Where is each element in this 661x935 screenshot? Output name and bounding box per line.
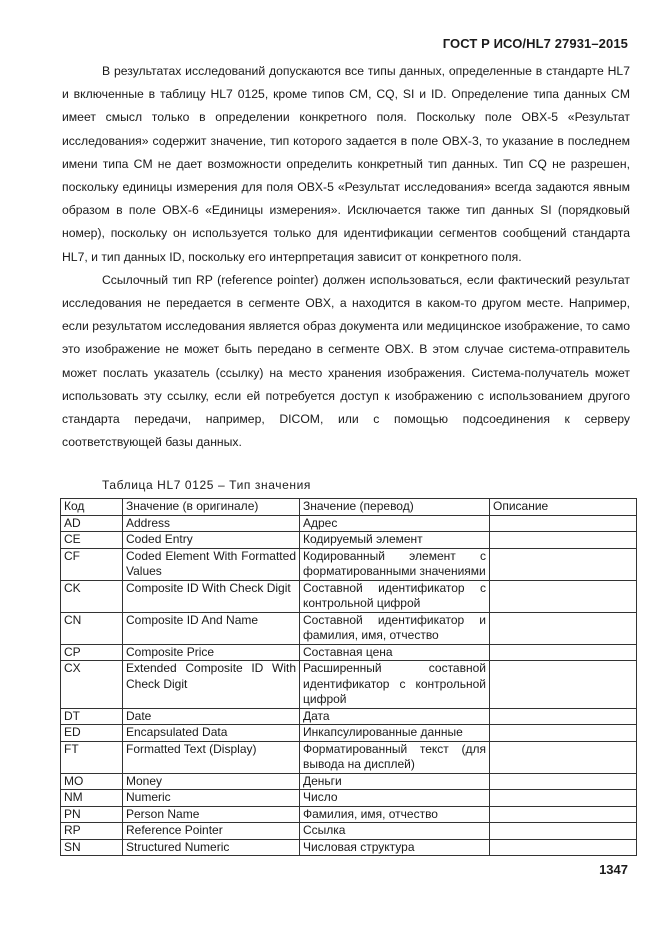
cell-translation: Дата — [300, 708, 490, 725]
cell-description — [490, 773, 637, 790]
cell-description — [490, 839, 637, 856]
table-row — [61, 773, 637, 790]
cell-translation: Кодируемый элемент — [300, 532, 490, 549]
cell-code: CN — [61, 612, 123, 644]
table-row — [61, 725, 637, 742]
cell-translation: Составная цена — [300, 644, 490, 661]
table-row — [61, 823, 637, 840]
cell-translation: Число — [300, 790, 490, 807]
paragraph: В результатах исследований допускаются все типы данных, определенные в стандарте HL7 и включенные в таблицу HL7 0125, кроме типов CM, CQ, SI и ID. Определение типа данных CM имеет смысл только в определении конкретного поля. Поскольку поле OBX-5 «Результат исследования» содержит значение, тип которого задается в поле OBX-3, то указание в последнем имени типа CM не дает возможности определить конкретный тип данных. Тип CQ не разрешен, поскольку единицы измерения для поля OBX-5 «Результат исследования» всегда задаются явным образом в поле OBX-6 «Единицы измерения». Исключается также тип данных SI (порядковый номер), поскольку он используется только для идентификации сегментов сообщений стандарта HL7, и тип данных ID, поскольку его интерпретация зависит от конкретного поля. — [62, 64, 630, 264]
cell-original: Money — [123, 773, 300, 790]
cell-description — [490, 741, 637, 773]
cell-description — [490, 580, 637, 612]
cell-description — [490, 532, 637, 549]
cell-code: ED — [61, 725, 123, 742]
cell-description — [490, 661, 637, 709]
table-row — [61, 708, 637, 725]
cell-code: AD — [61, 515, 123, 532]
cell-code: RP — [61, 823, 123, 840]
cell-translation: Числовая структура — [300, 839, 490, 856]
cell-original: Date — [123, 708, 300, 725]
header-original: Значение (в оригинале) — [123, 499, 300, 516]
cell-description — [490, 644, 637, 661]
cell-description — [490, 515, 637, 532]
cell-code: CE — [61, 532, 123, 549]
table-row — [61, 790, 637, 807]
cell-original: Person Name — [123, 806, 300, 823]
cell-translation: Составной идентификатор с контрольной цифрой — [300, 580, 490, 612]
body-text — [62, 60, 630, 454]
cell-description — [490, 612, 637, 644]
cell-description — [490, 790, 637, 807]
cell-code: CX — [61, 661, 123, 709]
cell-code: SN — [61, 839, 123, 856]
cell-code: DT — [61, 708, 123, 725]
header-translation: Значение (перевод) — [300, 499, 490, 516]
value-type-table — [60, 498, 637, 856]
cell-code: MO — [61, 773, 123, 790]
table-row — [61, 741, 637, 773]
cell-translation: Адрес — [300, 515, 490, 532]
cell-code: PN — [61, 806, 123, 823]
header-code: Код — [61, 499, 123, 516]
cell-code: CF — [61, 548, 123, 580]
table-row — [61, 580, 637, 612]
cell-original: Encapsulated Data — [123, 725, 300, 742]
header-description: Описание — [490, 499, 637, 516]
cell-description — [490, 823, 637, 840]
cell-original: Composite ID With Check Digit — [123, 580, 300, 612]
cell-original: Coded Entry — [123, 532, 300, 549]
cell-original: Numeric — [123, 790, 300, 807]
cell-translation: Расширенный составной идентификатор с контрольной цифрой — [300, 661, 490, 709]
table-row — [61, 548, 637, 580]
cell-code: CK — [61, 580, 123, 612]
table-row — [61, 612, 637, 644]
cell-translation: Составной идентификатор и фамилия, имя, отчество — [300, 612, 490, 644]
cell-original: Coded Element With Formatted Values — [123, 548, 300, 580]
table-row — [61, 806, 637, 823]
paragraph: Ссылочный тип RP (reference pointer) должен использоваться, если фактический результат исследования не передается в сегменте OBX, а находится в каком-то другом месте. Например, если результатом исследования является образ документа или медицинское изображение, то само это изображение не может быть передано в сегменте OBX. В этом случае система-отправитель может послать указатель (ссылку) на место хранения изображения. Система-получатель может использовать эту ссылку, если ей потребуется доступ к изображению с использованием другого стандарта передачи, например, DICOM, или с помощью подсоединения к серверу соответствующей базы данных. — [62, 272, 630, 450]
cell-description — [490, 725, 637, 742]
table-row — [61, 661, 637, 709]
cell-description — [490, 548, 637, 580]
cell-original: Formatted Text (Display) — [123, 741, 300, 773]
page-number: 1347 — [599, 862, 628, 877]
cell-original: Extended Composite ID With Check Digit — [123, 661, 300, 709]
table-row — [61, 532, 637, 549]
cell-original: Structured Numeric — [123, 839, 300, 856]
cell-code: CP — [61, 644, 123, 661]
cell-translation: Инкапсулированные данные — [300, 725, 490, 742]
table-header-row — [61, 499, 637, 516]
cell-original: Reference Pointer — [123, 823, 300, 840]
cell-code: NM — [61, 790, 123, 807]
document-header: ГОСТ Р ИСО/HL7 27931–2015 — [442, 36, 628, 51]
cell-original: Composite ID And Name — [123, 612, 300, 644]
cell-description — [490, 708, 637, 725]
table-row — [61, 515, 637, 532]
cell-translation: Фамилия, имя, отчество — [300, 806, 490, 823]
table-row — [61, 839, 637, 856]
cell-description — [490, 806, 637, 823]
cell-translation: Деньги — [300, 773, 490, 790]
cell-translation: Форматированный текст (для вывода на дисплей) — [300, 741, 490, 773]
table-caption: Таблица HL7 0125 – Тип значения — [102, 478, 312, 492]
cell-translation: Ссылка — [300, 823, 490, 840]
table-row — [61, 644, 637, 661]
cell-translation: Кодированный элемент с форматированными значениями — [300, 548, 490, 580]
cell-code: FT — [61, 741, 123, 773]
cell-original: Composite Price — [123, 644, 300, 661]
cell-original: Address — [123, 515, 300, 532]
